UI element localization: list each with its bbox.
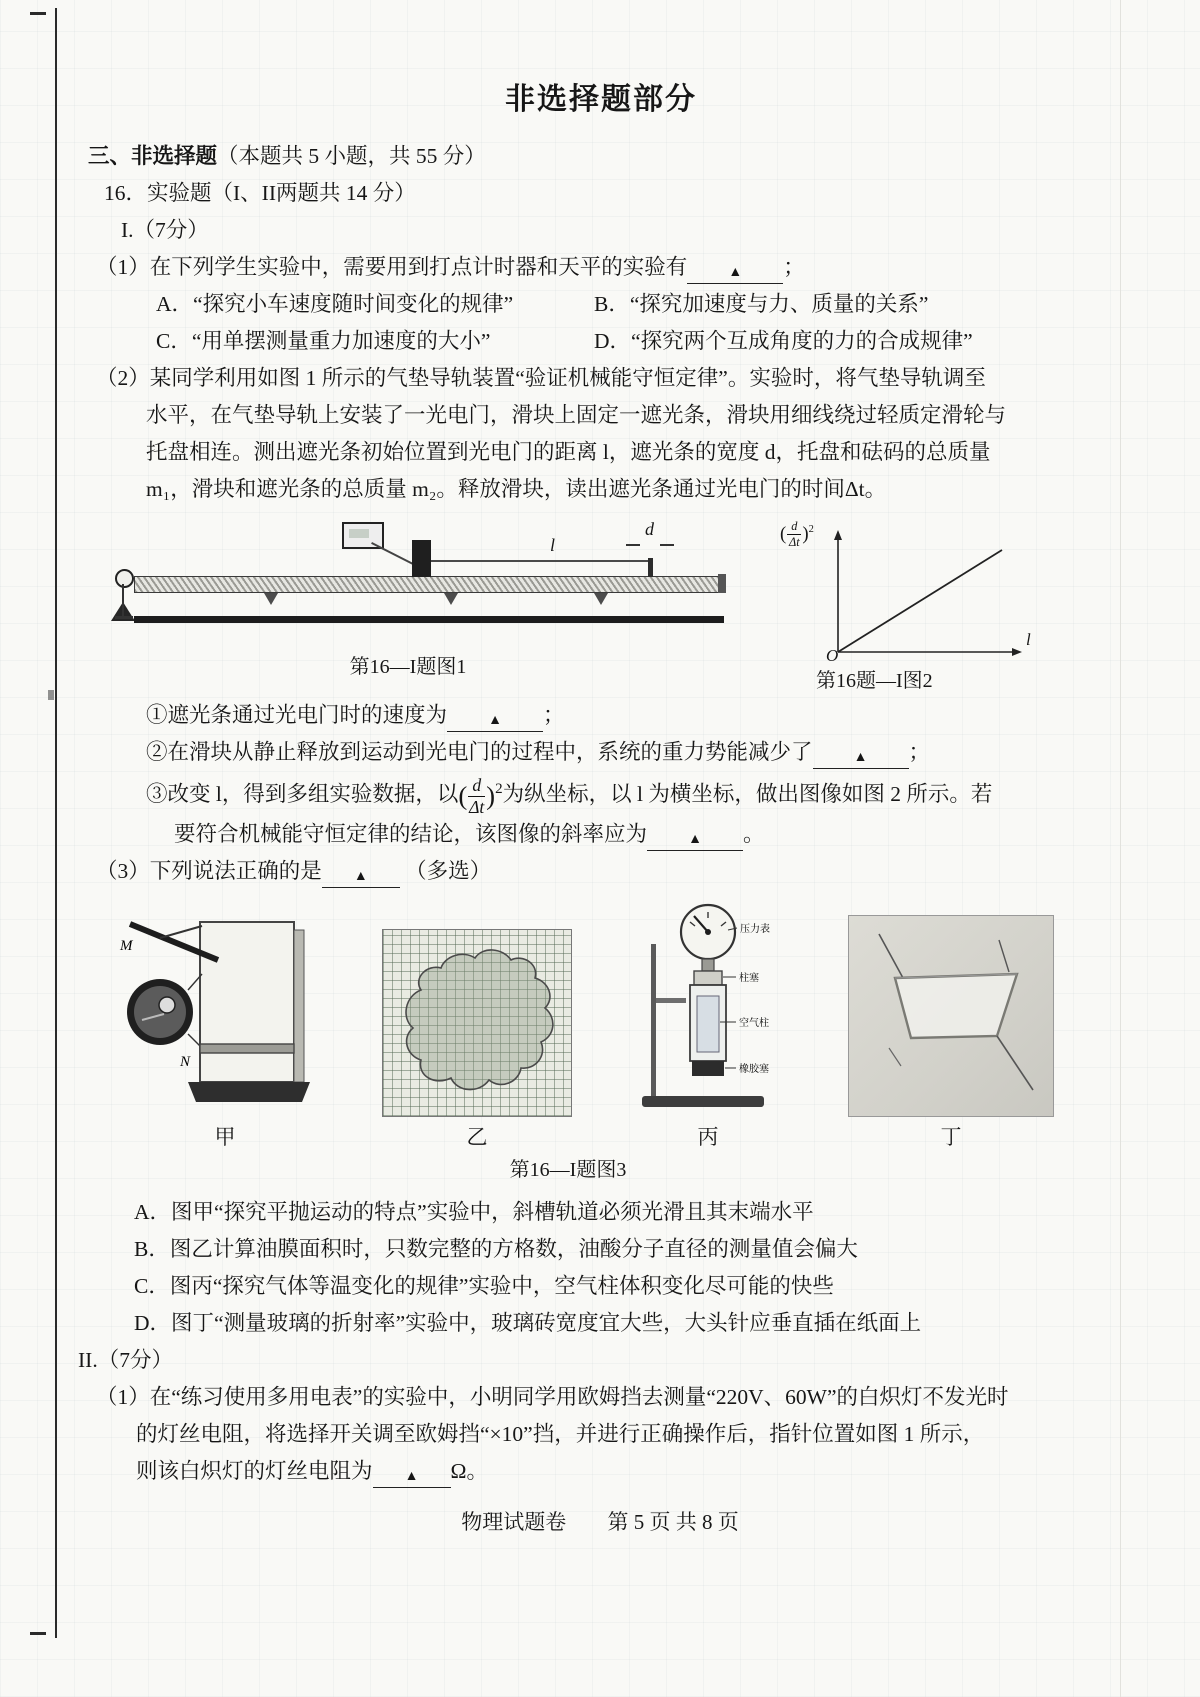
track-end-cap bbox=[718, 574, 726, 593]
q2-line4: m₁，滑块和遮光条的总质量 m₂。释放滑块，读出遮光条通过光电门的时间Δt。 bbox=[146, 477, 887, 501]
subfigure-label: 甲 bbox=[214, 1125, 236, 1150]
track-leg-icon bbox=[444, 593, 458, 605]
track-leg-icon bbox=[594, 593, 608, 605]
q1-option-a: A．“探究小车速度随时间变化的规律” bbox=[156, 292, 514, 316]
subfigure-bing bbox=[624, 900, 792, 1151]
scan-mark bbox=[30, 1632, 46, 1635]
subq-1-tail: ； bbox=[543, 703, 565, 727]
q3-option-b: B．图乙计算油膜面积时，只数完整的方格数，油酸分子直径的测量值会偏大 bbox=[134, 1237, 858, 1262]
length-dimension-line bbox=[431, 560, 648, 562]
q3-stem-tail: （多选） bbox=[405, 859, 492, 884]
answer-blank: ▲ bbox=[687, 259, 783, 284]
string-icon bbox=[122, 584, 124, 616]
q1-stem bbox=[88, 249, 1114, 286]
air-track-icon bbox=[134, 576, 724, 593]
q3-option-c: C．图丙“探究气体等温变化的规律”实验中，空气柱体积变化尽可能的快些 bbox=[134, 1274, 834, 1299]
subfigure-label: 丙 bbox=[697, 1125, 719, 1150]
label-piston: 柱塞 bbox=[739, 973, 759, 985]
answer-blank: ▲ bbox=[322, 863, 400, 888]
photogate-icon bbox=[412, 540, 431, 577]
answer-blank: ▲ bbox=[647, 826, 743, 851]
subq-2-tail: ； bbox=[908, 740, 931, 764]
q3-option-d: D．图丁“测量玻璃的折射率”实验中，玻璃砖宽度宜大些，大头针应垂直插在纸面上 bbox=[134, 1311, 922, 1336]
footer-page-number: 第 5 页 共 8 页 bbox=[607, 1510, 739, 1534]
graph-axes bbox=[780, 520, 1040, 670]
gas-apparatus-icon bbox=[624, 900, 792, 1112]
subfigure-jia bbox=[114, 916, 336, 1151]
graph-x-label: l bbox=[1026, 630, 1031, 649]
figure-1-caption: 第16—I题图1 bbox=[349, 656, 467, 678]
subq-3-cont-tail: 。 bbox=[743, 822, 765, 847]
subfigure-label: 丁 bbox=[940, 1125, 962, 1150]
air-track-figure bbox=[114, 520, 774, 642]
label-rubber-stopper: 橡胶塞 bbox=[739, 1064, 769, 1076]
part-one-heading: I.（7分） bbox=[121, 218, 209, 242]
q3-stem bbox=[88, 853, 1114, 890]
q2-line2: 水平，在气垫导轨上安装了一光电门，滑块上固定一遮光条，滑块用细线绕过轻质定滑轮与 bbox=[146, 403, 1007, 427]
q3-option-a: A．图甲“探究平抛运动的特点”实验中，斜槽轨道必须光滑且其末端水平 bbox=[134, 1200, 814, 1225]
q1-option-d: D．“探究两个互成角度的力的合成规律” bbox=[594, 329, 973, 353]
projectile-apparatus-icon bbox=[114, 916, 336, 1112]
figure-1-row bbox=[88, 520, 1114, 693]
page-title: 非选择题部分 bbox=[505, 83, 697, 116]
answer-blank: ▲ bbox=[813, 744, 909, 769]
q1-options-row1 bbox=[88, 286, 1114, 323]
q3-stem-text: （3）下列说法正确的是 bbox=[96, 859, 322, 884]
wire-icon bbox=[371, 542, 413, 565]
figure-3-row bbox=[114, 900, 1114, 1151]
subq-1 bbox=[88, 697, 1114, 734]
q2-line3: 托盘相连。测出遮光条初始位置到光电门的距离 l，遮光条的宽度 d，托盘和砝码的总质量 bbox=[146, 440, 991, 464]
subfigure-yi bbox=[382, 929, 572, 1151]
subq-3-cont-text: 要符合机械能守恒定律的结论，该图像的斜率应为 bbox=[174, 822, 648, 847]
p2-line3 bbox=[88, 1453, 1114, 1490]
scan-mark bbox=[48, 690, 54, 700]
part-two-heading: II.（7分） bbox=[78, 1348, 173, 1373]
footer-doc-title: 物理试题卷 bbox=[461, 1510, 567, 1534]
oil-film-icon bbox=[383, 930, 571, 1116]
answer-blank: ▲ bbox=[447, 707, 543, 732]
q1-option-c: C．“用单摆测量重力加速度的大小” bbox=[156, 329, 491, 353]
scan-edge-right bbox=[1120, 0, 1121, 1697]
graph-y-label: ( $\frac{d}{\Delta t}$ )$^2$ bbox=[780, 519, 814, 549]
p2-line3-text: 则该白炽灯的灯丝电阻为 bbox=[136, 1459, 373, 1484]
graph-figure bbox=[780, 520, 1080, 693]
subq-3-cont bbox=[88, 816, 1114, 853]
vane-width-label: d bbox=[645, 519, 654, 539]
pulley-icon bbox=[115, 569, 134, 588]
q1-stem-tail: ； bbox=[783, 255, 805, 279]
p2-line1: （1）在“练习使用多用电表”的实验中，小明同学用欧姆挡去测量“220V、60W”的白炽灯不发光时 bbox=[96, 1385, 1009, 1410]
label-M: M bbox=[120, 938, 133, 955]
subq-3: ③改变 l，得到多组实验数据，以( $\frac{d}{\Delta t}$ )$^2$为纵坐标，以 l 为横坐标，做出图像如图 2 所示。若 bbox=[146, 775, 993, 817]
subq-2 bbox=[88, 734, 1114, 771]
scan-mark bbox=[30, 12, 46, 15]
vane-icon bbox=[648, 558, 653, 577]
q1-stem-text: （1）在下列学生实验中，需要用到打点计时器和天平的实验有 bbox=[96, 255, 688, 279]
length-label: l bbox=[550, 535, 556, 555]
subfigure-ding bbox=[848, 915, 1054, 1151]
width-arrow bbox=[626, 544, 640, 546]
subq-1-text: ①遮光条通过光电门时的速度为 bbox=[146, 703, 448, 727]
answer-blank: ▲ bbox=[373, 1463, 451, 1488]
page-footer bbox=[0, 1506, 1200, 1536]
scan-edge-line bbox=[55, 8, 57, 1638]
q2-line1: （2）某同学利用如图 1 所示的气垫导轨装置“验证机械能守恒定律”。实验时，将气垫导轨调至 bbox=[96, 366, 986, 390]
p2-line3-tail: Ω。 bbox=[450, 1459, 488, 1484]
subq-2-text: ②在滑块从静止释放到运动到光电门的过程中，系统的重力势能减少了 bbox=[146, 740, 813, 764]
subq-3-text2: 为纵坐标，以 l 为横坐标，做出图像如图 2 所示。若 bbox=[502, 782, 993, 807]
table-edge bbox=[134, 616, 724, 623]
label-pressure-gauge: 压力表 bbox=[740, 924, 770, 936]
subq-3-text: ③改变 l，得到多组实验数据，以 bbox=[146, 782, 459, 807]
label-N: N bbox=[180, 1054, 191, 1071]
section-heading bbox=[88, 138, 1114, 175]
graph-origin-label: O bbox=[826, 646, 839, 665]
q1-option-b: B．“探究加速度与力、质量的关系” bbox=[594, 292, 929, 316]
tray-icon bbox=[115, 616, 133, 619]
glass-brick-icon bbox=[849, 916, 1053, 1116]
section-heading-bold: 三、非选择题 bbox=[88, 144, 218, 168]
q1-options-row2 bbox=[88, 323, 1114, 360]
subfigure-label: 乙 bbox=[466, 1125, 488, 1150]
label-air-column: 空气柱 bbox=[739, 1018, 769, 1030]
figure-2-caption: 第16题—I图2 bbox=[816, 670, 933, 692]
p2-line2: 的灯丝电阻，将选择开关调至欧姆挡“×10”挡，并进行正确操作后，指针位置如图 1 所示， bbox=[136, 1422, 985, 1447]
section-heading-rest: （本题共 5 小题，共 55 分） bbox=[217, 144, 486, 168]
track-leg-icon bbox=[264, 593, 278, 605]
figure-3-caption: 第16—I题图3 bbox=[509, 1159, 627, 1182]
question-16-heading: 16．实验题（I、II两题共 14 分） bbox=[104, 181, 416, 205]
width-arrow bbox=[660, 544, 674, 546]
